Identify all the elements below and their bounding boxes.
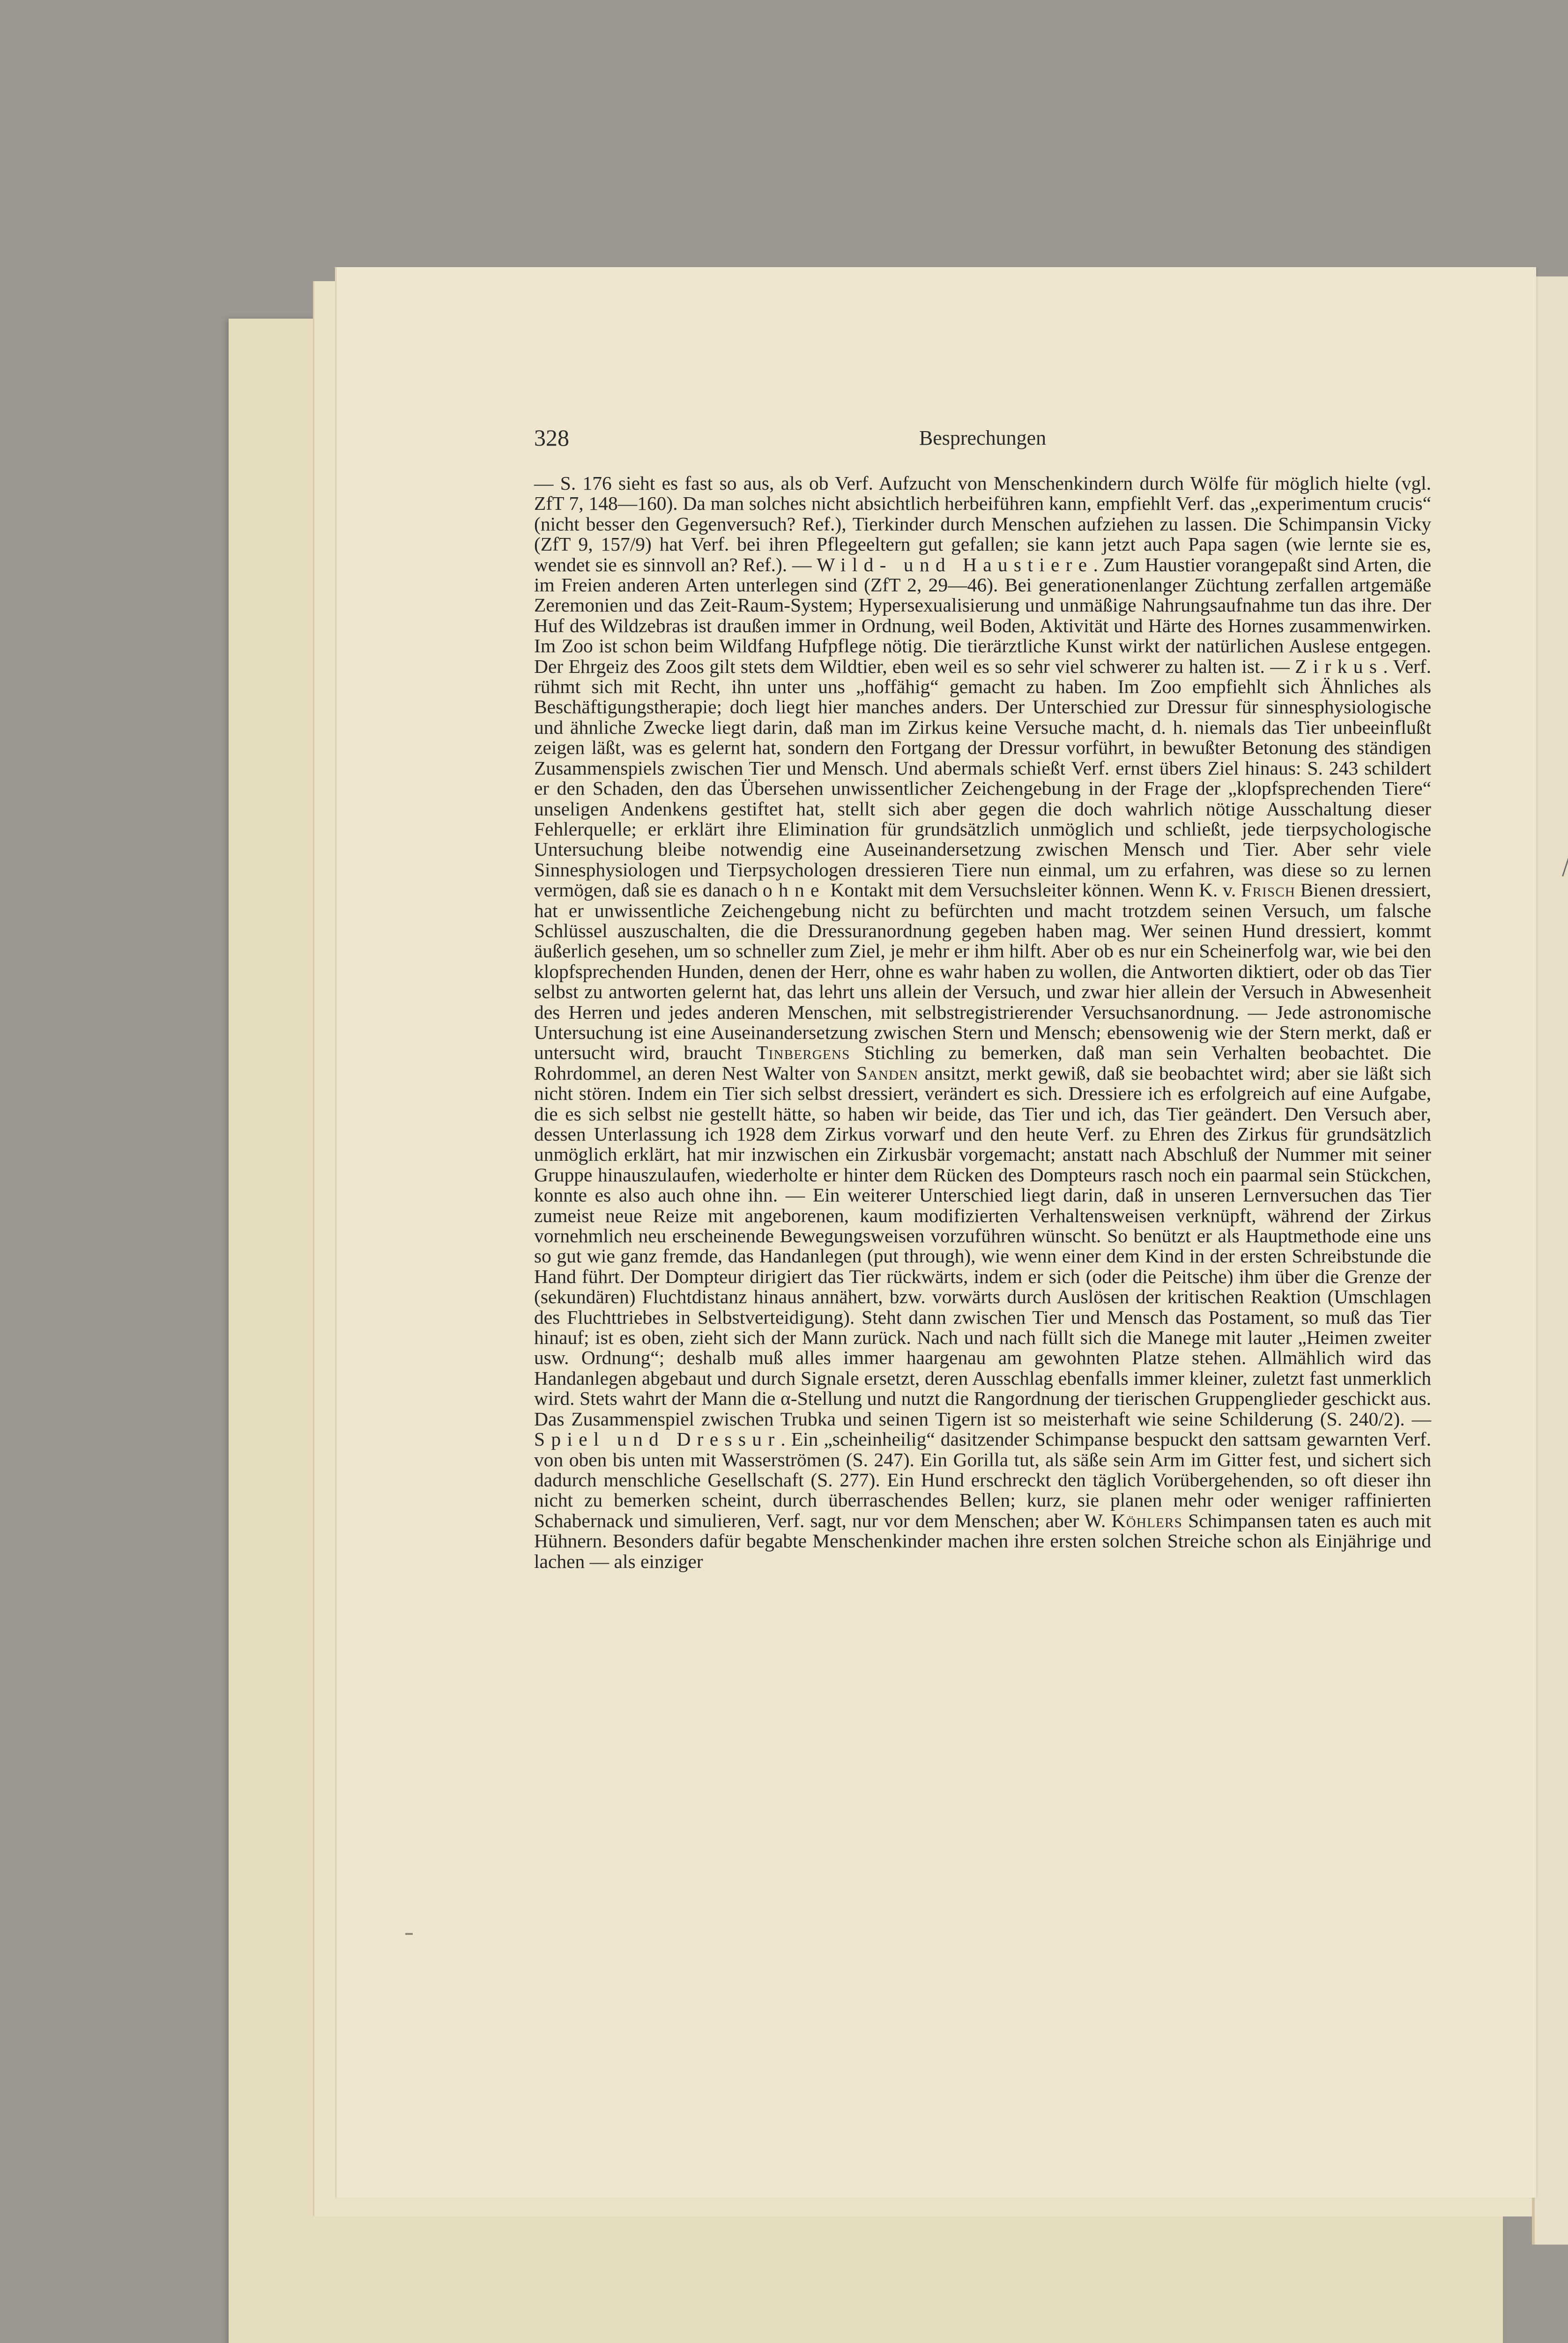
author-name: Frisch <box>1241 879 1296 901</box>
text-run: ansitzt, merkt gewiß, daß sie beobachtet wird; aber sie läßt sich nicht stören. Indem ein Tier sich selbst dressiert, verändert es sich. Dressiere ich es erfolgreich auf eine Aufgabe, die es sich selbst nie gestellt hätte, so haben wir beide, das Tier und ich, das Tier geändert. Den Versuch aber, dessen Unterlassung ich 1928 dem Zirkus vorwarf und den heute Verf. zu Ehren des Zirkus für grundsätzlich unmöglich erklärt, hat mir inzwischen ein Zirkusbär vorgemacht; anstatt nach Abschluß der Nummer mit seiner Gruppe hinauszulaufen, wiederholte er hinter dem Rücken des Dompteurs rasch noch ein paarmal sein Stückchen, konnte es also auch ohne ihn. — Ein weiterer Unterschied liegt darin, daß in unseren Lernversuchen das Tier zumeist neue Reize mit angeborenen, kaum modifizierten Verhaltensweisen verknüpft, während der Zirkus vornehmlich neu erscheinende Bewegungsweisen vorzuführen wünscht. So benützt er als Hauptmethode eine uns so gut wie ganz fremde, das Handanlegen (put through), wie wenn einer dem Kind in der ersten Schreibstunde die Hand führt. Der Dompteur dirigiert das Tier rückwärts, indem er sich (oder die Peitsche) ihm über die Grenze der (sekundären) Fluchtdistanz hinaus annähert, bzw. vorwärts durch Auslösen der kritischen Reaktion (Umschlagen des Fluchttriebes in Selbstverteidigung). Steht dann zwischen Tier und Mensch das Postament, so muß das Tier hinauf; ist es oben, zieht sich der Mann zurück. Nach und nach füllt sich die Manege mit lauter „Heimen zweiter usw. Ordnung“; deshalb muß alles immer haargenau am gewohnten Platze stehen. Allmählich wird das Handanlegen abgebaut und durch Signale ersetzt, deren Ausschlag ebenfalls immer kleiner, zuletzt fast unmerklich wird. Stets wahrt der Mann die α-Stellung und nutzt die Rangordnung der tierischen Gruppenglieder geschickt aus. Das Zusammenspiel zwischen Trubka und seinen Tigern ist so meisterhaft wie seine Schilderung (S. 240/2). — <box>534 1062 1431 1430</box>
emphasized-term: ohne <box>762 879 825 901</box>
text-run: . Zum Haustier vorangepaßt sind Arten, die im Freien anderen Arten unterlegen sind (ZfT 2, 29—46). Bei generationenlanger Züchtung zerfallen artgemäße Zeremonien und das Zeit-Raum-System; Hypersexualisierung und unmäßige Nahrungsaufnahme tun das ihre. Der Huf des Wildzebras ist draußen immer in Ordnung, weil Boden, Aktivität und Härte des Hornes zusammenwirken. Im Zoo ist schon beim Wildfang Hufpflege nötig. Die tierärztliche Kunst wirkt der natürlichen Auslese entgegen. Der Ehrgeiz des Zoos gilt stets dem Wildtier, eben weil es so sehr viel schwerer zu halten ist. — <box>534 553 1432 677</box>
author-name: Tinbergens <box>756 1042 850 1064</box>
emphasized-term: Zirkus <box>1295 655 1383 677</box>
text-run: Bienen dressiert, hat er unwissentliche Zeichengebung nicht zu befürchten und macht trotzdem seinen Versuch, um falsche Schlüssel auszuschalten, die die Dressuranordnung gegeben haben mag. Wer seinen Hund dressiert, kommt äußerlich gesehen, um so schneller zum Ziel, je mehr er ihm hilft. Aber ob es nur ein Scheinerfolg war, wie bei den klopfsprechenden Hunden, denen der Herr, ohne es wahr haben zu wollen, die Antworten diktiert, oder ob das Tier selbst zu antworten gelernt hat, das lehrt uns allein der Versuch, und zwar hier allein der Versuch in Abwesenheit des Herren und jedes anderen Menschen, mit selbstregistrierender Versuchsanordnung. — Jede astronomische Untersuchung ist eine Auseinandersetzung zwischen Stern und Mensch; ebensowenig wie der Stern merkt, daß er untersucht wird, braucht <box>534 879 1432 1064</box>
running-head: Besprechungen <box>919 426 1047 449</box>
facing-page-edge <box>1532 276 1568 2245</box>
emphasized-term: Wild- und Haustiere <box>817 553 1093 575</box>
text-run: Schimpansen taten es auch mit Hühnern. Besonders dafür begabte Menschenkinder machen ihre ersten solchen Streiche schon als Einjährige und lachen — als einziger <box>534 1509 1431 1572</box>
text-run: . Ein „scheinheilig“ dasitzender Schimpanse bespuckt den sattsam gewarnten Verf. von oben bis unten mit Wasserströmen (S. 247). Ein Gorilla tut, als säße sein Arm im Gitter fest, und sichert sich dadurch menschliche Gesellschaft (S. 277). Ein Hund erschreckt den täglich Vorübergehenden, so oft dieser ihn nicht zu bemerken scheint, durch überraschendes Bellen; kurz, sie planen mehr oder weniger raffinierten Schabernack und simulieren, Verf. sagt, nur vor dem Menschen; aber W. <box>534 1428 1431 1531</box>
text-run: . Verf. rühmt sich mit Recht, ihn unter uns „hoffähig“ gemacht zu haben. Im Zoo empfiehlt sich Ähnliches als Beschäftigungstherapie; doch liegt hier manches anders. Der Unterschied zur Dressur für sinnesphysiologische und ähnliche Zwecke liegt darin, daß man im Zirkus keine Versuche macht, d. h. niemals das Tier unbeeinflußt zeigen läßt, was es gelernt hat, sondern den Fortgang der Dressur vorführt, in bewußter Betonung des ständigen Zusammenspiels zwischen Tier und Mensch. Und abermals schießt Verf. ernst übers Ziel hinaus: S. 243 schildert er den Schaden, den das Übersehen unwissentlicher Zeichengebung in der Frage der „klopfsprechenden Tiere“ unseligen Andenkens gestiftet hat, stellt sich aber gegen die doch wahrlich nötige Ausschaltung dieser Fehlerquelle; er erklärt ihre Elimination für grundsätzlich unmöglich und schließt, jede tierpsychologische Untersuchung bleibe notwendig eine Auseinandersetzung zwischen Mensch und Tier. Aber sehr viele Sinnesphysiologen und Tierpsychologen dressieren Tiere nun einmal, um zu erfahren, was diese so zu lernen vermögen, daß sie es danach <box>534 655 1431 901</box>
text-run: Stichling zu bemerken, daß man sein Verhalten beobachtet. Die Rohrdommel, an deren Nest Walter von <box>534 1042 1431 1084</box>
author-name: Sanden <box>856 1062 919 1084</box>
text-run: — S. 176 sieht es fast so aus, als ob Verf. Aufzucht von Menschenkindern durch Wölfe für möglich hielte (vgl. ZfT 7, 148—160). Da man solches nicht absichtlich herbeiführen kann, empfiehlt Verf. das „experimentum crucis“ (nicht besser den Gegenversuch? Ref.), Tierkinder durch Menschen aufziehen zu lassen. Die Schimpansin Vicky (ZfT 9, 157/9) hat Verf. bei ihren Pflegeeltern gut gefallen; sie kann jetzt auch Papa sagen (wie lernte sie es, wendet sie es sinnvoll an? Ref.). — <box>534 472 1431 575</box>
margin-dot <box>405 1933 413 1935</box>
page-header <box>534 424 1431 457</box>
author-name: Köhlers <box>1111 1509 1182 1531</box>
text-run: Kontakt mit dem Versuchsleiter können. Wenn K. v. <box>825 879 1241 901</box>
emphasized-term: Spiel und Dressur <box>534 1428 781 1450</box>
page-number: 328 <box>534 425 569 451</box>
body-paragraph <box>534 473 1431 1572</box>
